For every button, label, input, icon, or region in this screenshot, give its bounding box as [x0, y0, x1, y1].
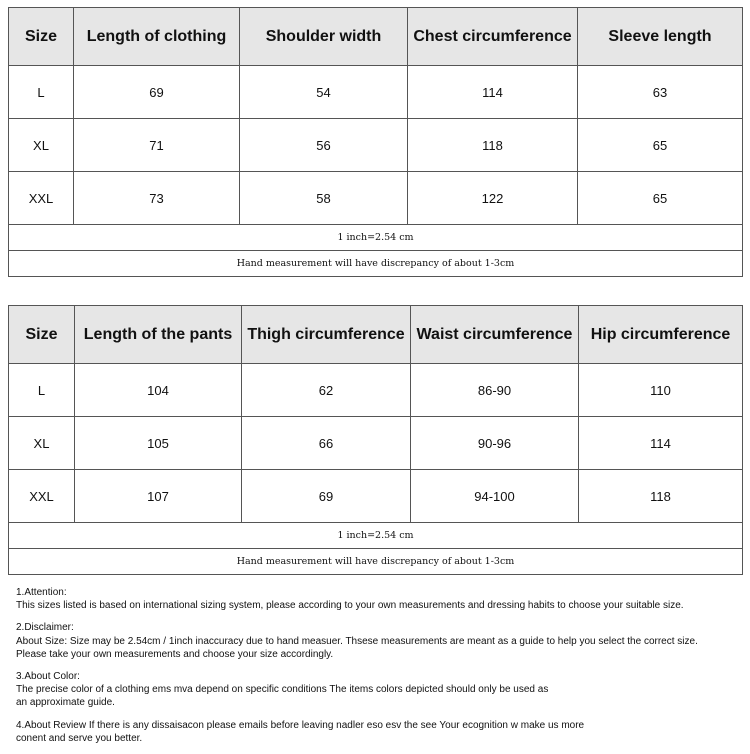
table-cell: XXL [9, 172, 74, 225]
table-cell: 69 [242, 470, 411, 523]
header-hip-circumference: Hip circumference [579, 306, 743, 364]
table-note-row [9, 225, 743, 251]
disclaimer-title: 2.Disclaimer: [16, 622, 74, 634]
measurement-discrepancy-note: Hand measurement will have discrepancy of about 1-3cm [9, 549, 743, 575]
header-size: Size [9, 8, 74, 66]
disclaimer-text: About Size: Size may be 2.54cm / 1inch inaccuracy due to hand measuer. Thsese measurements are meant as a guide to help you select the correct size. [16, 635, 698, 647]
bottom-size-table [8, 305, 743, 575]
table-cell: 62 [242, 364, 411, 417]
table-cell: 56 [240, 119, 408, 172]
table-cell: 105 [75, 417, 242, 470]
header-shoulder-width: Shoulder width [240, 8, 408, 66]
table-cell: 63 [578, 66, 743, 119]
table-cell: 65 [578, 172, 743, 225]
review-text: 4.About Review If there is any dissaisacon please emails before leaving nadler eso esv the see Your ecognition w make us more [16, 719, 585, 731]
table-cell: L [9, 66, 74, 119]
disclaimer-text: Please take your own measurements and choose your size accordingly. [16, 648, 334, 660]
color-note [16, 670, 744, 710]
disclaimer-note [16, 621, 744, 661]
inch-conversion-note: 1 inch=2.54 cm [9, 523, 743, 549]
table-cell: 69 [74, 66, 240, 119]
table-note-row [9, 549, 743, 575]
table-note-row [9, 251, 743, 277]
attention-note [16, 586, 744, 612]
table-note-row [9, 523, 743, 549]
table-cell: 94-100 [411, 470, 579, 523]
table-row [9, 172, 743, 225]
table-row [9, 119, 743, 172]
review-note [16, 719, 744, 745]
table-cell: 54 [240, 66, 408, 119]
header-chest-circumference: Chest circumference [408, 8, 578, 66]
table-cell: 107 [75, 470, 242, 523]
table-row [9, 417, 743, 470]
table-row [9, 470, 743, 523]
table-cell: 114 [408, 66, 578, 119]
color-title: 3.About Color: [16, 671, 80, 683]
table-cell: L [9, 364, 75, 417]
top-size-table [8, 7, 743, 277]
table-cell: XL [9, 417, 75, 470]
table-cell: 71 [74, 119, 240, 172]
table-cell: 110 [579, 364, 743, 417]
notes-section [16, 586, 744, 754]
table-cell: 104 [75, 364, 242, 417]
table-cell: XL [9, 119, 74, 172]
header-sleeve-length: Sleeve length [578, 8, 743, 66]
table-header-row [9, 306, 743, 364]
table-cell: 66 [242, 417, 411, 470]
measurement-discrepancy-note: Hand measurement will have discrepancy of about 1-3cm [9, 251, 743, 277]
header-length-of-the-pants: Length of the pants [75, 306, 242, 364]
header-waist-circumference: Waist circumference [411, 306, 579, 364]
attention-text: This sizes listed is based on international sizing system, please according to your own measurements and dressing habits to choose your suitable size. [16, 600, 684, 612]
table-cell: 122 [408, 172, 578, 225]
table-cell: 86-90 [411, 364, 579, 417]
review-text: conent and serve you better. [16, 732, 143, 744]
table-cell: XXL [9, 470, 75, 523]
color-text: The precise color of a clothing ems mva depend on specific conditions The items colors depicted should only be used as [16, 684, 549, 696]
table-cell: 73 [74, 172, 240, 225]
attention-title: 1.Attention: [16, 587, 67, 598]
table-header-row [9, 8, 743, 66]
table-row [9, 364, 743, 417]
table-cell: 118 [579, 470, 743, 523]
table-cell: 65 [578, 119, 743, 172]
header-size: Size [9, 306, 75, 364]
table-row [9, 66, 743, 119]
table-cell: 58 [240, 172, 408, 225]
table-cell: 90-96 [411, 417, 579, 470]
inch-conversion-note: 1 inch=2.54 cm [9, 225, 743, 251]
table-cell: 114 [579, 417, 743, 470]
table-cell: 118 [408, 119, 578, 172]
header-length-of-clothing: Length of clothing [74, 8, 240, 66]
header-thigh-circumference: Thigh circumference [242, 306, 411, 364]
color-text: an approximate guide. [16, 697, 115, 709]
